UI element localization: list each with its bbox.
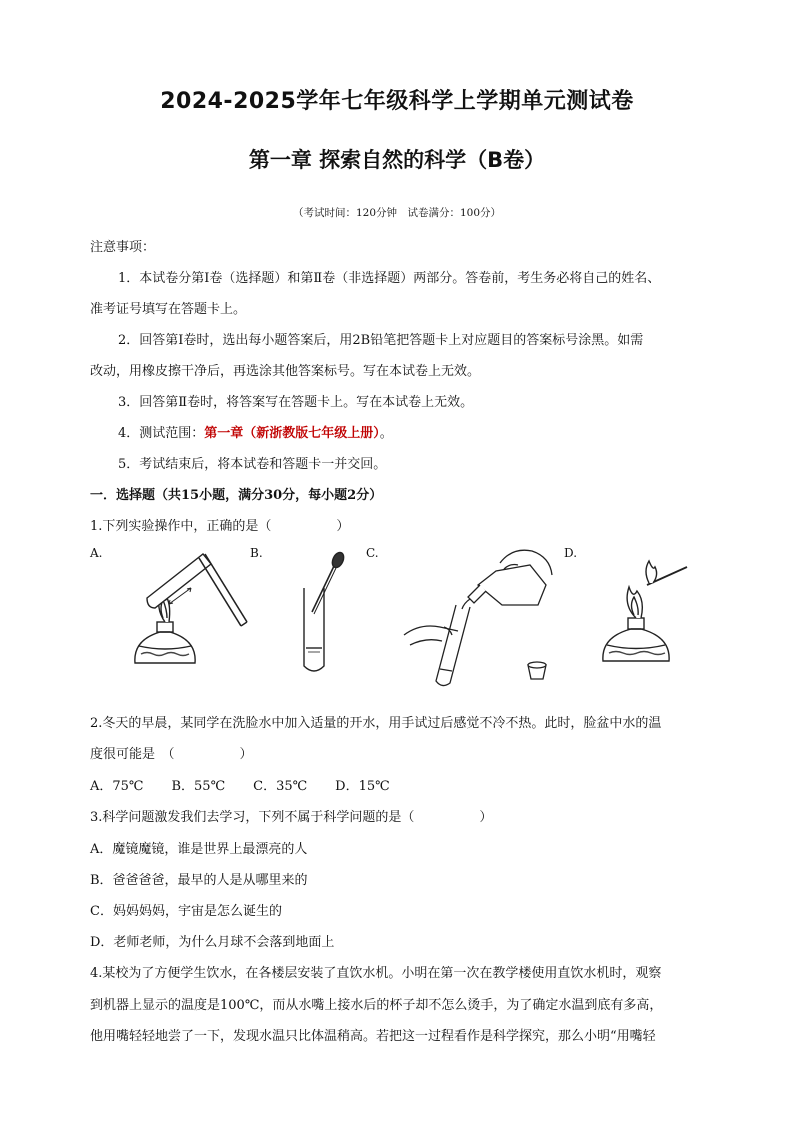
exam-meta: （考试时间：120分钟 试卷满分：100分） (292, 207, 502, 219)
q1-label-d: D. (564, 546, 578, 560)
note-4-prefix: 4．测试范围： (118, 426, 205, 441)
q4-line2: 到机器上显示的温度是100℃，而从水嘴上接水后的杯子却不怎么烫手，为了确定水温到底有多高， (90, 998, 663, 1013)
q3-option-c: C．妈妈妈妈，宇宙是怎么诞生的 (90, 904, 282, 919)
note-2b: 改动，用橡皮擦干净后，再选涂其他答案标号。写在本试卷上无效。 (90, 364, 481, 379)
figure-c-pouring-liquid (400, 545, 560, 690)
q2-stem-line1: 2.冬天的早晨，某同学在洗脸水中加入适量的开水，用手试过后感觉不冷不热。此时，脸盆中水的温 (90, 716, 662, 731)
q1-label-a: A. (90, 546, 103, 560)
chapter-title: 第一章 探索自然的科学（B卷） (248, 148, 546, 172)
figure-b-dropper-test-tube (290, 548, 350, 678)
q1-stem: 1.下列实验操作中，正确的是（ ） (90, 519, 350, 534)
q2-stem-line2: 度很可能是 （ ） (90, 747, 253, 762)
q1-label-b: B. (250, 546, 263, 560)
note-5: 5．考试结束后，将本试卷和答题卡一并交回。 (118, 457, 387, 472)
note-4-suffix: 。 (379, 426, 393, 441)
note-4 (118, 422, 393, 441)
note-1a: 1．本试卷分第Ⅰ卷（选择题）和第Ⅱ卷（非选择题）两部分。答卷前，考生务必将自己的姓名、 (118, 271, 661, 286)
figure-a-alcohol-lamp-heating (125, 548, 255, 673)
note-2a: 2．回答第Ⅰ卷时，选出每小题答案后，用2B铅笔把答题卡上对应题目的答案标号涂黑。如需 (118, 333, 644, 348)
q4-line1: 4.某校为了方便学生饮水，在各楼层安装了直饮水机。小明在第一次在教学楼使用直饮水机时，观察 (90, 966, 662, 981)
q3-option-b: B．爸爸爸爸，最早的人是从哪里来的 (90, 873, 308, 888)
notes-heading: 注意事项： (90, 240, 156, 255)
q2-option-d: D．15℃ (335, 779, 390, 794)
figure-d-lighting-lamp (595, 555, 695, 670)
note-3: 3．回答第Ⅱ卷时，将答案写在答题卡上。写在本试卷上无效。 (118, 395, 474, 410)
section-heading: 一．选择题（共15小题，满分30分，每小题2分） (90, 488, 383, 503)
q2-option-c: C．35℃ (253, 779, 308, 794)
q3-option-a: A．魔镜魔镜，谁是世界上最漂亮的人 (90, 842, 308, 857)
q2-option-a: A．75℃ (90, 779, 144, 794)
q4-line3: 他用嘴轻轻地尝了一下，发现水温只比体温稍高。若把这一过程看作是科学探究，那么小明“用嘴轻 (90, 1029, 656, 1044)
note-4-scope: 第一章（新浙教版七年级上册） (204, 426, 380, 441)
q1-label-c: C. (366, 546, 379, 560)
q3-stem: 3.科学问题激发我们去学习，下列不属于科学问题的是（ ） (90, 810, 493, 825)
q3-option-d: D．老师老师，为什么月球不会落到地面上 (90, 935, 335, 950)
q2-option-b: B．55℃ (171, 779, 226, 794)
note-1b: 准考证号填写在答题卡上。 (90, 302, 247, 317)
exam-title: 2024-2025学年七年级科学上学期单元测试卷 (160, 89, 634, 114)
q2-options (90, 775, 418, 794)
